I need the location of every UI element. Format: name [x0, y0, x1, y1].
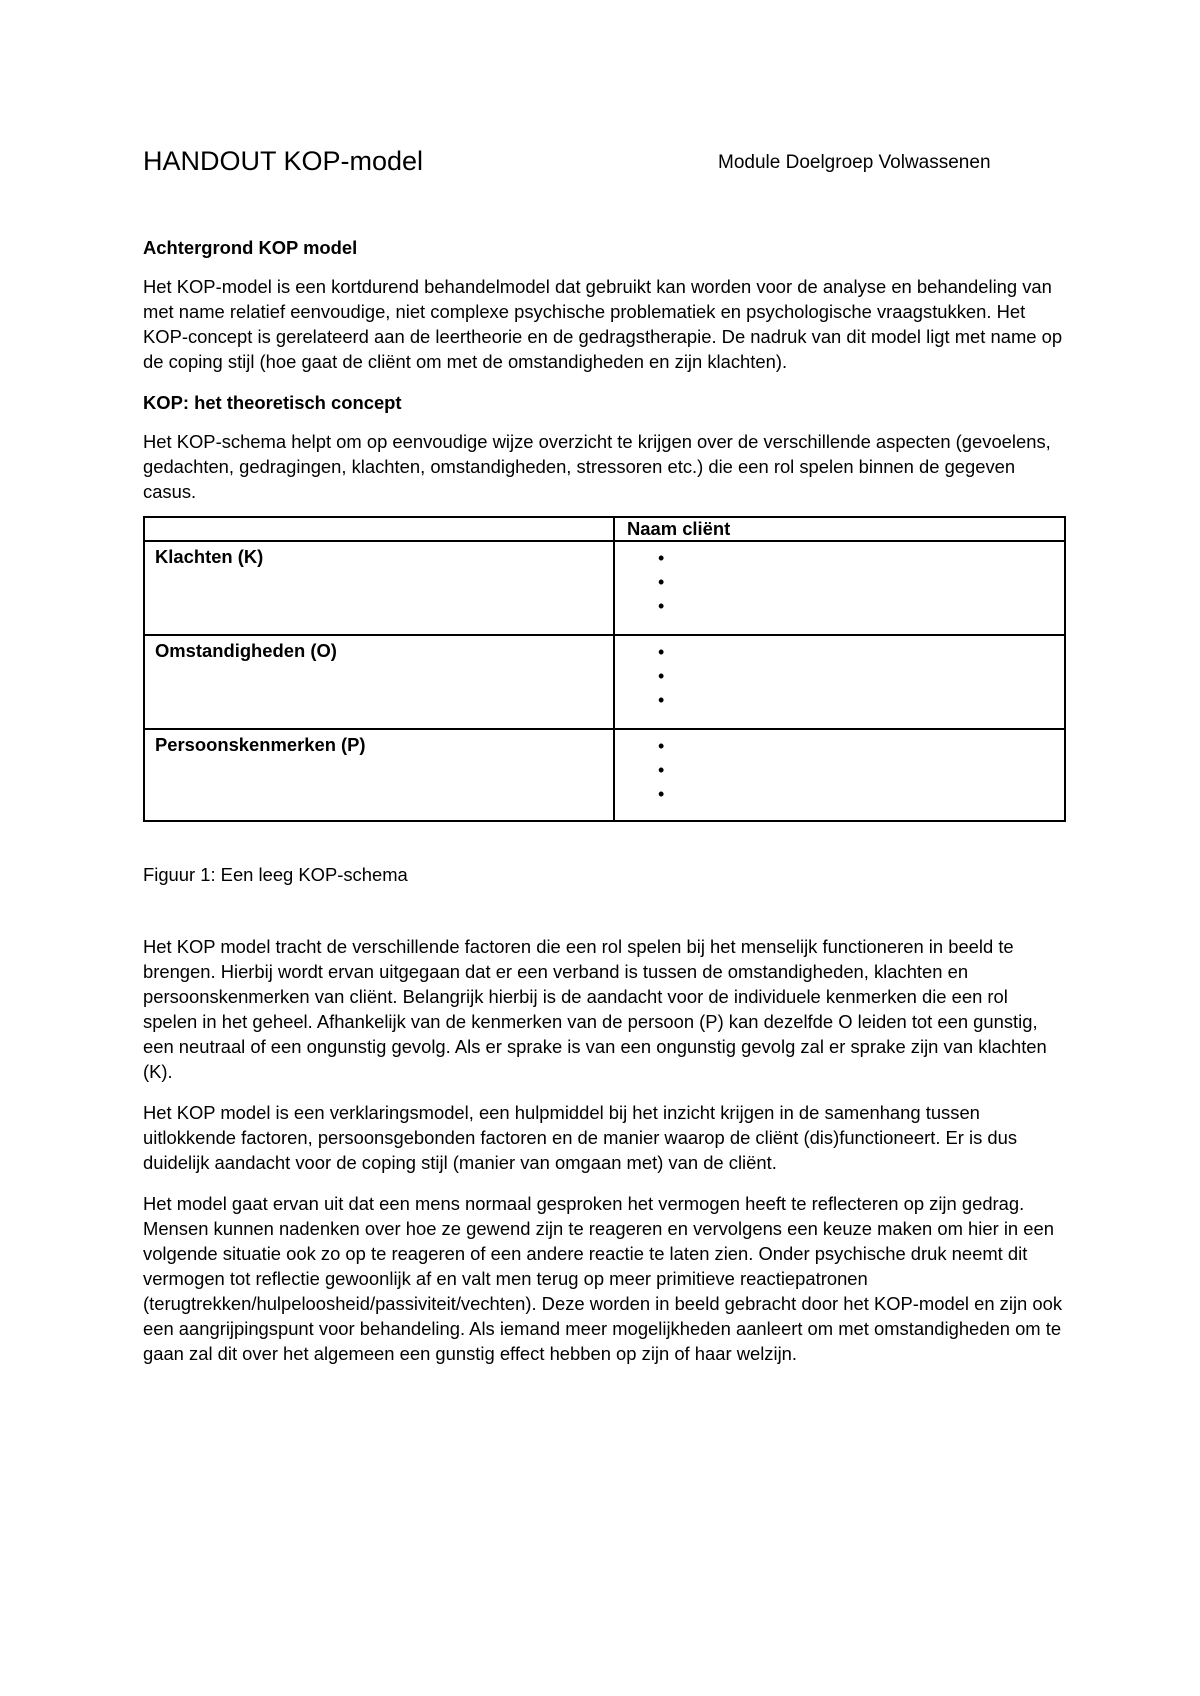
kop-schema-table [143, 516, 1066, 822]
table-row-omstandigheden [144, 635, 1065, 729]
module-name: Module Doelgroep Volwassenen [718, 152, 991, 173]
bullet-point: • [658, 548, 665, 568]
bullet-list [615, 640, 1064, 712]
bullet-point: • [658, 666, 665, 686]
table-header-empty-cell [144, 517, 614, 541]
column-header-client-name: Naam cliënt [614, 517, 1065, 541]
bullet-point: • [658, 760, 665, 780]
table-header-row [144, 517, 1065, 541]
page-header [143, 145, 1043, 185]
row-cell-persoonskenmerken [614, 729, 1065, 821]
bullet-point: • [658, 642, 665, 662]
bullet-point: • [658, 596, 665, 616]
row-cell-klachten [614, 541, 1065, 635]
bullet-point: • [658, 736, 665, 756]
paragraph-concept: Het KOP-schema helpt om op eenvoudige wijze overzicht te krijgen over de verschillende aspecten (gevoelens, gedachten, gedragingen, klachten, omstandigheden, stressoren etc.) die een rol spelen binnen de gegeven casus. [143, 431, 1051, 502]
bullet-point: • [658, 784, 665, 804]
document-body [143, 235, 1063, 1382]
row-label-persoonskenmerken: Persoonskenmerken (P) [144, 729, 614, 821]
bullet-list [615, 734, 1064, 806]
bullet-point: • [658, 572, 665, 592]
body-paragraph-2: Het KOP model is een verklaringsmodel, een hulpmiddel bij het inzicht krijgen in de samenhang tussen uitlokkende factoren, persoonsgebonden factoren en de manier waarop de cliënt (dis)functioneert. Er is dus duidelijk aandacht voor de coping stijl (manier van omgaan met) van de cliënt. [143, 1102, 1018, 1173]
section-heading-background: Achtergrond KOP model [143, 237, 358, 258]
figure-caption: Figuur 1: Een leeg KOP-schema [143, 864, 408, 885]
row-label-omstandigheden: Omstandigheden (O) [144, 635, 614, 729]
paragraph-background: Het KOP-model is een kortdurend behandelmodel dat gebruikt kan worden voor de analyse en behandeling van met name relatief eenvoudige, niet complexe psychische problematiek en psychologische vraagstukken. Het KOP-concept is gerelateerd aan de leertheorie en de gedragstherapie. De nadruk van dit model ligt met name op de coping stijl (hoe gaat de cliënt om met de omstandigheden en zijn klachten). [143, 276, 1063, 372]
row-label-klachten: Klachten (K) [144, 541, 614, 635]
table-row-klachten [144, 541, 1065, 635]
body-paragraph-1: Het KOP model tracht de verschillende factoren die een rol spelen bij het menselijk functioneren in beeld te brengen. Hierbij wordt ervan uitgegaan dat er een verband is tussen de omstandigheden, klachten en persoonskenmerken van cliënt. Belangrijk hierbij is de aandacht voor de individuele kenmerken die een rol spelen in het geheel. Afhankelijk van de kenmerken van de persoon (P) kan dezelfde O leiden tot een gunstig, een neutraal of een ongunstig gevolg. Als er sprake is van een ongunstig gevolg zal er sprake zijn van klachten (K). [143, 936, 1047, 1082]
bullet-list [615, 546, 1064, 618]
table-row-persoonskenmerken [144, 729, 1065, 821]
spacer [143, 887, 1063, 934]
section-heading-concept: KOP: het theoretisch concept [143, 392, 402, 413]
body-paragraph-3: Het model gaat ervan uit dat een mens normaal gesproken het vermogen heeft te reflecteren op zijn gedrag. Mensen kunnen nadenken over hoe ze gewend zijn te reageren en vervolgens een keuze maken om hier in een volgende situatie ook zo op te reageren of een andere reactie te laten zien. Onder psychische druk neemt dit vermogen tot reflectie gewoonlijk af en valt men terug op meer primitieve reactiepatronen (terugtrekken/hulpeloosheid/passiviteit/vechten). Deze worden in beeld gebracht door het KOP-model en zijn ook een aangrijpingspunt voor behandeling. Als iemand meer mogelijkheden aanleert om met omstandigheden om te gaan zal dit over het algemeen een gunstig effect hebben op zijn of haar welzijn. [143, 1193, 1063, 1364]
document-title: HANDOUT KOP-model [143, 146, 424, 176]
bullet-point: • [658, 690, 665, 710]
row-cell-omstandigheden [614, 635, 1065, 729]
